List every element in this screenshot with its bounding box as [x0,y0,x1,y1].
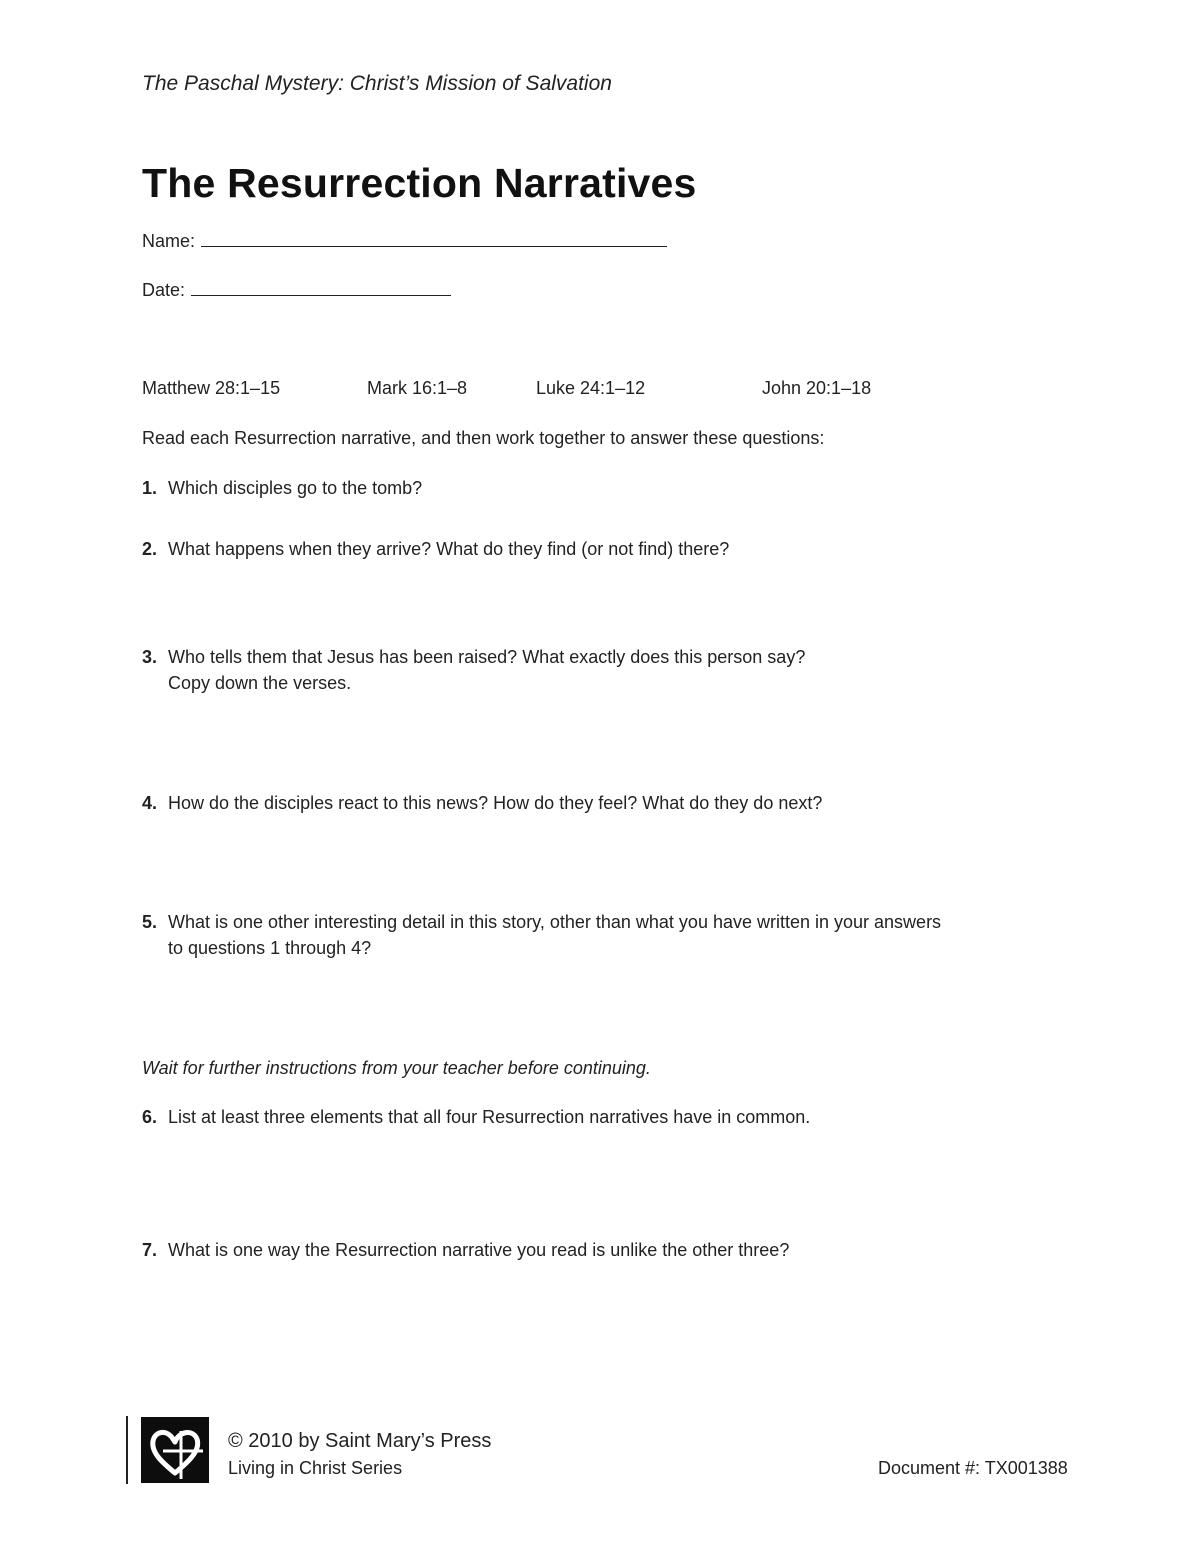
scripture-matthew: Matthew 28:1–15 [142,378,281,398]
question-text: How do the disciples react to this news? How do they feel? What do they do next? [168,793,823,813]
question-number: 3. [142,647,158,667]
page-title: The Resurrection Narratives [142,160,697,206]
question-text: What is one other interesting detail in this story, other than what you have written in your answers [168,912,942,932]
saint-marys-press-logo-icon [141,1417,209,1483]
question-6 [142,1104,1028,1130]
question-text: What is one way the Resurrection narrative you read is unlike the other three? [168,1240,790,1260]
wait-note: Wait for further instructions from your teacher before continuing. [142,1058,651,1078]
copyright-notice: © 2010 by Saint Mary’s Press [228,1430,492,1452]
question-number: 2. [142,539,158,559]
question-7 [142,1237,1028,1263]
question-1 [142,475,1028,501]
question-text: Which disciples go to the tomb? [168,478,423,498]
date-field [142,279,451,301]
question-number: 7. [142,1240,158,1260]
question-text: List at least three elements that all four Resurrection narratives have in common. [168,1107,811,1127]
date-input-line[interactable] [191,279,451,296]
question-number: 4. [142,793,158,813]
scripture-john: John 20:1–18 [762,378,872,398]
instructions: Read each Resurrection narrative, and then work together to answer these questions: [142,428,825,448]
question-3 [142,644,1028,696]
scripture-luke: Luke 24:1–12 [536,378,646,398]
question-4 [142,790,1028,816]
question-text: What happens when they arrive? What do they find (or not find) there? [168,539,730,559]
question-text-continued: to questions 1 through 4? [168,938,372,958]
series-name: Living in Christ Series [228,1458,403,1478]
name-input-line[interactable] [201,230,667,247]
question-text: Who tells them that Jesus has been raised? What exactly does this person say? [168,647,806,667]
series-title: The Paschal Mystery: Christ’s Mission of Salvation [142,72,612,95]
question-number: 5. [142,912,158,932]
question-number: 1. [142,478,158,498]
scripture-mark: Mark 16:1–8 [367,378,468,398]
footer-divider [126,1416,128,1484]
document-number: Document #: TX001388 [878,1458,1068,1478]
name-field [142,230,667,252]
name-label: Name: [142,231,196,251]
question-number: 6. [142,1107,158,1127]
question-text-continued: Copy down the verses. [168,673,352,693]
date-label: Date: [142,280,186,300]
question-2 [142,536,1028,562]
question-5 [142,909,1028,961]
